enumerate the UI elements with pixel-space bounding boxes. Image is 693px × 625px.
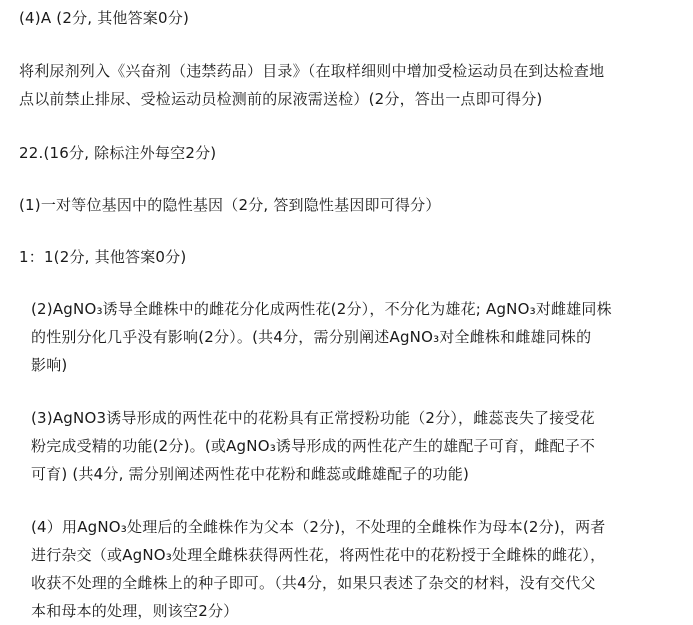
diuretic-ban-text-line-2: 点以前禁止排尿、受检运动员检测前的尿液需送检）(2分，答出一点即可得分) xyxy=(19,90,543,108)
answer-22-4-line-2: 进行杂交（或AgNO₃处理全雌株获得两性花，将两性花中的花粉授于全雌株的雌花）， xyxy=(31,546,606,564)
answer-22-3-line-3: 可育) (共4分, 需分别阐述两性花中花粉和雌蕊或雌雄配子的功能) xyxy=(31,465,470,483)
answer-22-2-line-3: 影响) xyxy=(31,356,68,374)
answer-22-1: (1)一对等位基因中的隐性基因（2分, 答到隐性基因即可得分） xyxy=(19,196,441,214)
answer-22-4-line-3: 收获不处理的全雌株上的种子即可。（共4分，如果只表述了杂交的材料，没有交代父 xyxy=(31,574,596,592)
ratio-answer: 1：1(2分, 其他答案0分) xyxy=(19,248,187,266)
answer-22-4-line-1: (4）用AgNO₃处理后的全雌株作为父本（2分)，不处理的全雌株作为母本(2分)，两者 xyxy=(31,518,606,536)
answer-22-2-line-1: (2)AgNO₃诱导全雌株中的雌花分化成两性花(2分），不分化为雄花; AgNO₃对雌雄同株 xyxy=(31,300,612,318)
answer-22-2-line-2: 的性别分化几乎没有影响(2分）。(共4分，需分别阐述AgNO₃对全雌株和雌雄同株的 xyxy=(31,328,592,346)
diuretic-ban-text-line-1: 将利尿剂列入《兴奋剂（违禁药品）目录》（在取样细则中增加受检运动员在到达检查地 xyxy=(19,62,605,80)
answer-22-3-line-2: 粉完成受精的功能(2分)。(或AgNO₃诱导形成的两性花产生的雄配子可育，雌配子不 xyxy=(31,437,596,455)
answer-22-3-line-1: (3)AgNO3诱导形成的两性花中的花粉具有正常授粉功能（2分），雌蕊丧失了接受花 xyxy=(31,409,595,427)
answer-22-4-line-4: 本和母本的处理，则该空2分） xyxy=(31,602,239,620)
question-22-heading: 22.(16分, 除标注外每空2分) xyxy=(19,144,217,162)
answer-4a: (4)A (2分, 其他答案0分) xyxy=(19,9,190,27)
